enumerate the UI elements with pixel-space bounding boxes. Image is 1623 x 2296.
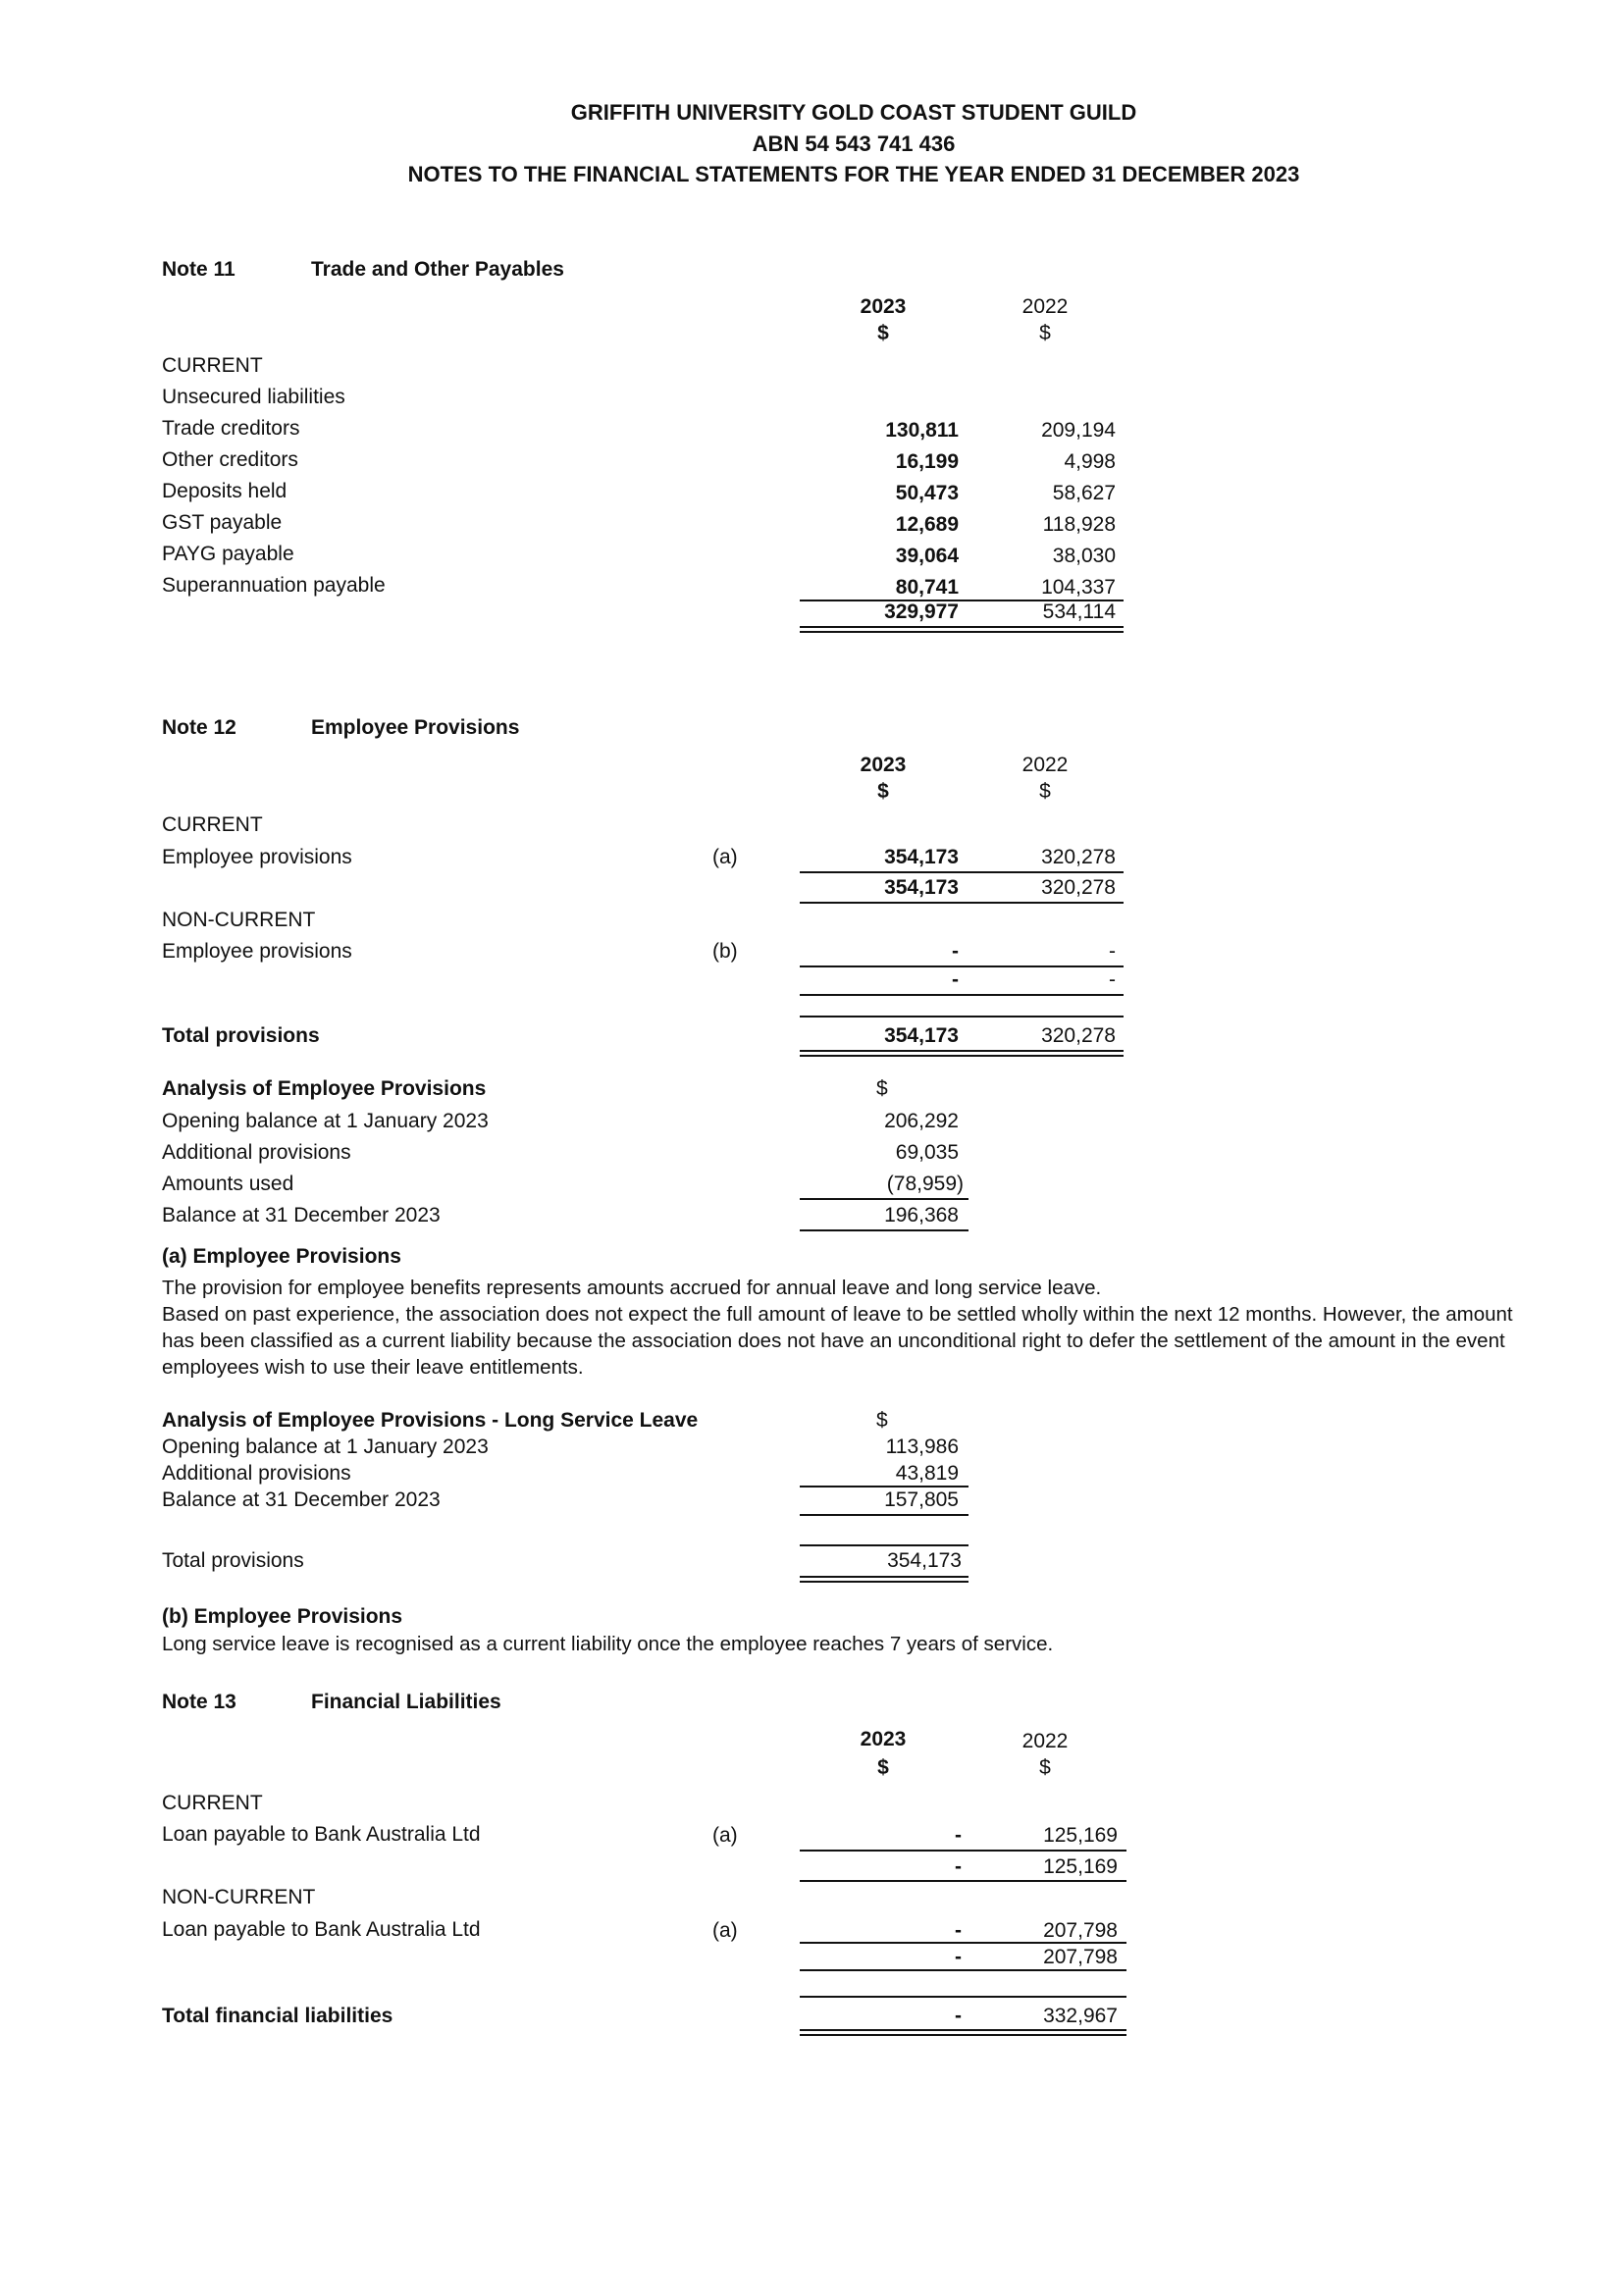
value-2022: 207,798 [1043, 1919, 1118, 1942]
total-2022: 332,967 [1043, 2005, 1118, 2027]
subtotal-2022: - [1109, 968, 1116, 991]
total-2022: 320,278 [1041, 1024, 1116, 1047]
subtotal-rule [800, 1229, 969, 1231]
value-2022: 118,928 [1042, 513, 1116, 536]
analysis-title: Analysis of Employee Provisions [162, 1077, 487, 1100]
lsl-total: 354,173 [887, 1549, 962, 1572]
value-2022: 104,337 [1041, 576, 1116, 599]
value-2022: - [1109, 940, 1116, 963]
section-unsecured: Unsecured liabilities [162, 386, 345, 408]
row-value: 113,986 [885, 1435, 959, 1458]
note-label: Note 12 [162, 716, 236, 739]
row-ref: (b) [712, 940, 738, 963]
subtotal-rule [800, 1514, 969, 1516]
value-2022: 38,030 [1052, 545, 1116, 567]
col-header-2022: 2022 [1021, 754, 1069, 776]
value-2023: 12,689 [895, 513, 959, 536]
row-ref: (a) [712, 846, 738, 868]
currency-2023: $ [877, 780, 889, 803]
row-value: 196,368 [884, 1204, 959, 1226]
abn: ABN 54 543 741 436 [752, 131, 956, 156]
currency-2022: $ [1039, 1756, 1051, 1779]
lsl-currency: $ [876, 1409, 888, 1432]
total-rule-bottom [800, 1581, 969, 1583]
col-header-2023: 2023 [860, 1728, 907, 1750]
note-label: Note 11 [162, 258, 236, 281]
currency-2022: $ [1039, 780, 1051, 803]
value-2022: 125,169 [1043, 1824, 1118, 1847]
note-b-title: (b) Employee Provisions [162, 1605, 403, 1628]
col-header-2022: 2022 [1021, 1730, 1069, 1752]
value-2023: - [955, 1824, 962, 1847]
total-2022: 534,114 [1042, 600, 1116, 623]
subtotal-rule [800, 1198, 969, 1200]
total-2023: 329,977 [884, 600, 959, 623]
total-2023: - [955, 2005, 962, 2027]
subtotal-rule [800, 902, 1124, 904]
row-value: 206,292 [884, 1110, 959, 1132]
total-rule-bottom [800, 2034, 1126, 2036]
analysis-currency: $ [876, 1077, 888, 1100]
row-label: Amounts used [162, 1173, 294, 1195]
currency-2022: $ [1039, 322, 1051, 344]
row-ref: (a) [712, 1824, 738, 1847]
section-noncurrent: NON-CURRENT [162, 909, 316, 931]
subtotal-rule [800, 1850, 1126, 1852]
total-rule-top [800, 626, 1124, 628]
total-rule [800, 1996, 1126, 1998]
subtotal-rule [800, 1969, 1126, 1971]
subtotal-2022: 320,278 [1041, 876, 1116, 899]
col-header-2022: 2022 [1021, 295, 1069, 318]
subtotal-2023: - [955, 1855, 962, 1878]
note-title: Trade and Other Payables [311, 258, 564, 281]
value-2022: 320,278 [1041, 846, 1116, 868]
row-label: Employee provisions [162, 846, 352, 868]
value-2023: 39,064 [895, 545, 959, 567]
row-value: (78,959) [886, 1173, 964, 1195]
total-2023: 354,173 [884, 1024, 959, 1047]
row-label: Additional provisions [162, 1462, 351, 1485]
value-2023: - [955, 1919, 962, 1942]
value-2023: - [952, 940, 959, 963]
row-label: Employee provisions [162, 940, 352, 963]
lsl-total-label: Total provisions [162, 1549, 304, 1572]
value-2023: 130,811 [885, 419, 959, 442]
subtotal-rule [800, 1880, 1126, 1882]
total-label: Total provisions [162, 1024, 320, 1047]
value-2023: 354,173 [884, 846, 959, 868]
row-label: Other creditors [162, 448, 298, 471]
row-label: Loan payable to Bank Australia Ltd [162, 1918, 481, 1941]
subtotal-rule [800, 871, 1124, 873]
col-header-2023: 2023 [860, 754, 907, 776]
row-value: 69,035 [895, 1141, 959, 1164]
subtotal-2023: - [955, 1946, 962, 1968]
row-label: Additional provisions [162, 1141, 351, 1164]
document-title: GRIFFITH UNIVERSITY GOLD COAST STUDENT GUILD [570, 100, 1137, 125]
value-2023: 16,199 [895, 450, 959, 473]
row-label: Opening balance at 1 January 2023 [162, 1110, 489, 1132]
total-rule-bottom [800, 631, 1124, 633]
section-current: CURRENT [162, 813, 263, 836]
col-header-2023: 2023 [860, 295, 907, 318]
total-rule [800, 1544, 969, 1546]
row-label: Balance at 31 December 2023 [162, 1488, 441, 1511]
row-label: Balance at 31 December 2023 [162, 1204, 441, 1226]
subtotal-rule [800, 1942, 1126, 1944]
note-title: Financial Liabilities [311, 1691, 501, 1713]
subtotal-2023: 354,173 [884, 876, 959, 899]
row-label: Superannuation payable [162, 574, 386, 597]
row-label: Loan payable to Bank Australia Ltd [162, 1823, 481, 1846]
value-2023: 50,473 [895, 482, 959, 504]
total-rule-bottom [800, 1055, 1124, 1057]
note-a-paragraph-1: The provision for employee benefits represents amounts accrued for annual leave and long service leave. [162, 1277, 1102, 1299]
note-title: Employee Provisions [311, 716, 520, 739]
section-current: CURRENT [162, 354, 263, 377]
row-label: Deposits held [162, 480, 288, 502]
notes-heading: NOTES TO THE FINANCIAL STATEMENTS FOR THE YEAR ENDED 31 DECEMBER 2023 [407, 162, 1300, 186]
total-rule-top [800, 1576, 969, 1578]
subtotal-2022: 207,798 [1043, 1946, 1118, 1968]
note-a-paragraph-2: Based on past experience, the association does not expect the full amount of leave to be settled wholly within the next 12 months. However, the amount has been classified as a current liability because the association does not have an unconditional right to defer the settlement of the amount in the event employees wish to use their leave entitlements. [162, 1303, 1513, 1379]
row-value: 43,819 [895, 1462, 959, 1485]
section-noncurrent: NON-CURRENT [162, 1886, 316, 1908]
value-2022: 4,998 [1064, 450, 1116, 473]
currency-2023: $ [877, 322, 889, 344]
subtotal-2023: - [952, 968, 959, 991]
section-current: CURRENT [162, 1792, 263, 1814]
value-2023: 80,741 [895, 576, 959, 599]
subtotal-2022: 125,169 [1043, 1855, 1118, 1878]
total-label: Total financial liabilities [162, 2005, 393, 2027]
row-label: Trade creditors [162, 417, 300, 440]
row-label: GST payable [162, 511, 283, 534]
lsl-title: Analysis of Employee Provisions - Long Service Leave [162, 1409, 699, 1432]
currency-2023: $ [877, 1756, 889, 1779]
row-value: 157,805 [884, 1488, 959, 1511]
total-rule [800, 1016, 1124, 1018]
note-b-paragraph-1: Long service leave is recognised as a current liability once the employee reaches 7 years of service. [162, 1633, 1054, 1655]
total-rule-top [800, 2029, 1126, 2031]
row-ref: (a) [712, 1919, 738, 1942]
row-label: Opening balance at 1 January 2023 [162, 1435, 489, 1458]
subtotal-rule [800, 994, 1124, 996]
note-a-title: (a) Employee Provisions [162, 1245, 401, 1268]
value-2022: 209,194 [1041, 419, 1116, 442]
note-label: Note 13 [162, 1691, 236, 1713]
total-rule-top [800, 1050, 1124, 1052]
row-label: PAYG payable [162, 543, 294, 565]
value-2022: 58,627 [1052, 482, 1116, 504]
